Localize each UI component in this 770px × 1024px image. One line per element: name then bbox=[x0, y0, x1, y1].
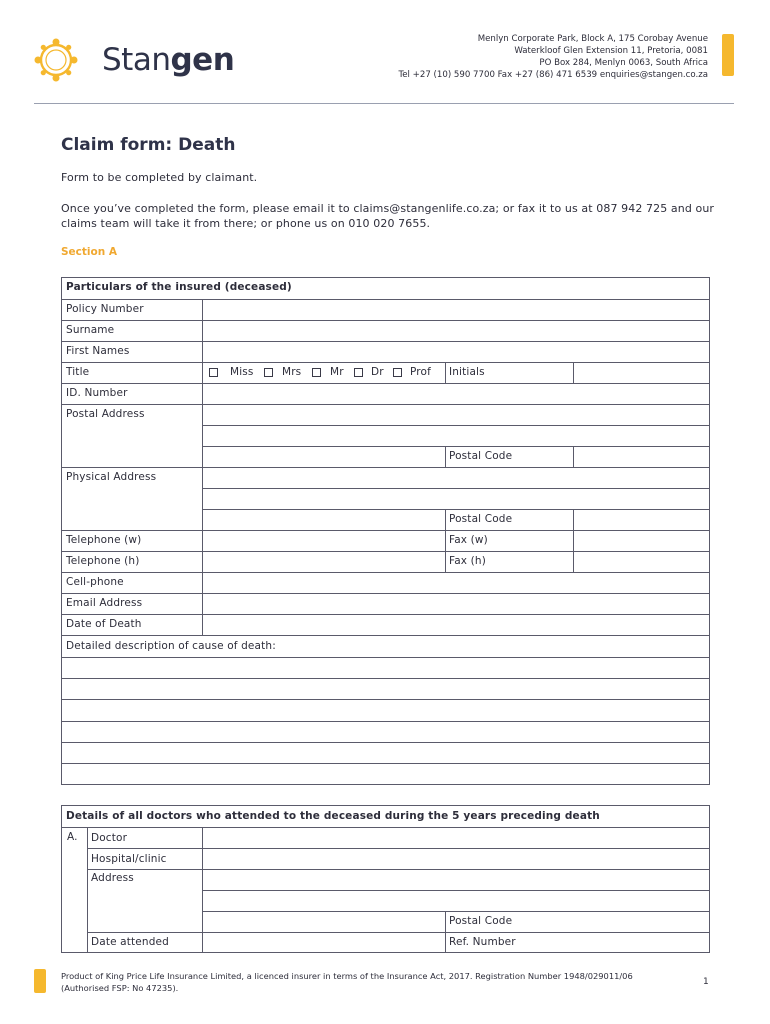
page-title: Claim form: Death bbox=[61, 135, 236, 155]
cause-of-death-label: Detailed description of cause of death: bbox=[66, 640, 276, 652]
initials-label: Initials bbox=[449, 366, 485, 378]
address-line: Menlyn Corporate Park, Block A, 175 Corobay Avenue bbox=[477, 34, 708, 44]
doctor-index: A. bbox=[67, 831, 78, 843]
insured-particulars-table bbox=[61, 277, 710, 785]
postal-code-label: Postal Code bbox=[449, 450, 513, 462]
title-option-label: Mrs bbox=[282, 366, 302, 378]
title-mrs-checkbox[interactable] bbox=[264, 368, 273, 377]
title-option-label: Miss bbox=[230, 366, 254, 378]
doctor-postal-code-label: Postal Code bbox=[449, 915, 513, 927]
header-divider bbox=[34, 103, 734, 104]
stangen-logo bbox=[34, 34, 234, 88]
email-address-label: Email Address bbox=[66, 597, 143, 609]
logo-mark-icon bbox=[34, 38, 78, 82]
first-names-label: First Names bbox=[66, 345, 130, 357]
contact-line: Tel +27 (10) 590 7700 Fax +27 (86) 471 6539 enquiries@stangen.co.za bbox=[398, 70, 708, 80]
title-dr-checkbox[interactable] bbox=[354, 368, 363, 377]
cell-phone-label: Cell-phone bbox=[66, 576, 124, 588]
id-number-label: ID. Number bbox=[66, 387, 128, 399]
page-number: 1 bbox=[703, 977, 709, 987]
title-mr-checkbox[interactable] bbox=[312, 368, 321, 377]
surname-label: Surname bbox=[66, 324, 115, 336]
section-label: Section A bbox=[61, 246, 117, 258]
doctors-table bbox=[61, 805, 710, 953]
footer-legal-text bbox=[61, 970, 633, 994]
instructions-text: Once you’ve completed the form, please email it to claims@stangenlife.co.za; or fax it to us at 087 942 725 and our claims team will take it from there; or phone us on 010 020 7655. bbox=[61, 202, 715, 230]
telephone-work-label: Telephone (w) bbox=[66, 534, 142, 546]
footer-line: Product of King Price Life Insurance Limited, a licenced insurer in terms of the Insurance Act, 2017. Registration Number 1948/029011/06 bbox=[61, 971, 633, 981]
title-prof-checkbox[interactable] bbox=[393, 368, 402, 377]
hospital-clinic-label: Hospital/clinic bbox=[91, 853, 167, 865]
company-address bbox=[398, 33, 708, 81]
physical-address-label: Physical Address bbox=[66, 471, 157, 483]
title-miss-checkbox[interactable] bbox=[209, 368, 218, 377]
address-line: Waterkloof Glen Extension 11, Pretoria, 0081 bbox=[514, 46, 708, 56]
footer-accent-bar bbox=[34, 969, 46, 993]
telephone-home-label: Telephone (h) bbox=[66, 555, 140, 567]
title-option-label: Prof bbox=[410, 366, 431, 378]
title-option-label: Dr bbox=[371, 366, 384, 378]
insured-heading: Particulars of the insured (deceased) bbox=[66, 281, 292, 293]
ref-number-label: Ref. Number bbox=[449, 936, 516, 948]
fax-work-label: Fax (w) bbox=[449, 534, 488, 546]
header-accent-bar bbox=[722, 34, 734, 76]
policy-number-label: Policy Number bbox=[66, 303, 144, 315]
doctor-address-label: Address bbox=[91, 872, 134, 884]
title-label: Title bbox=[66, 366, 90, 378]
footer-line: (Authorised FSP: No 47235). bbox=[61, 983, 179, 993]
intro-text: Form to be completed by claimant. bbox=[61, 171, 258, 184]
doctors-heading: Details of all doctors who attended to the deceased during the 5 years preceding death bbox=[66, 810, 600, 822]
fax-home-label: Fax (h) bbox=[449, 555, 486, 567]
date-attended-label: Date attended bbox=[91, 936, 169, 948]
date-of-death-label: Date of Death bbox=[66, 618, 142, 630]
doctor-label: Doctor bbox=[91, 832, 128, 844]
postal-address-label: Postal Address bbox=[66, 408, 145, 420]
physical-postal-code-label: Postal Code bbox=[449, 513, 513, 525]
address-line: PO Box 284, Menlyn 0063, South Africa bbox=[539, 58, 708, 68]
logo-wordmark: Stangen bbox=[102, 42, 235, 78]
title-option-label: Mr bbox=[330, 366, 344, 378]
